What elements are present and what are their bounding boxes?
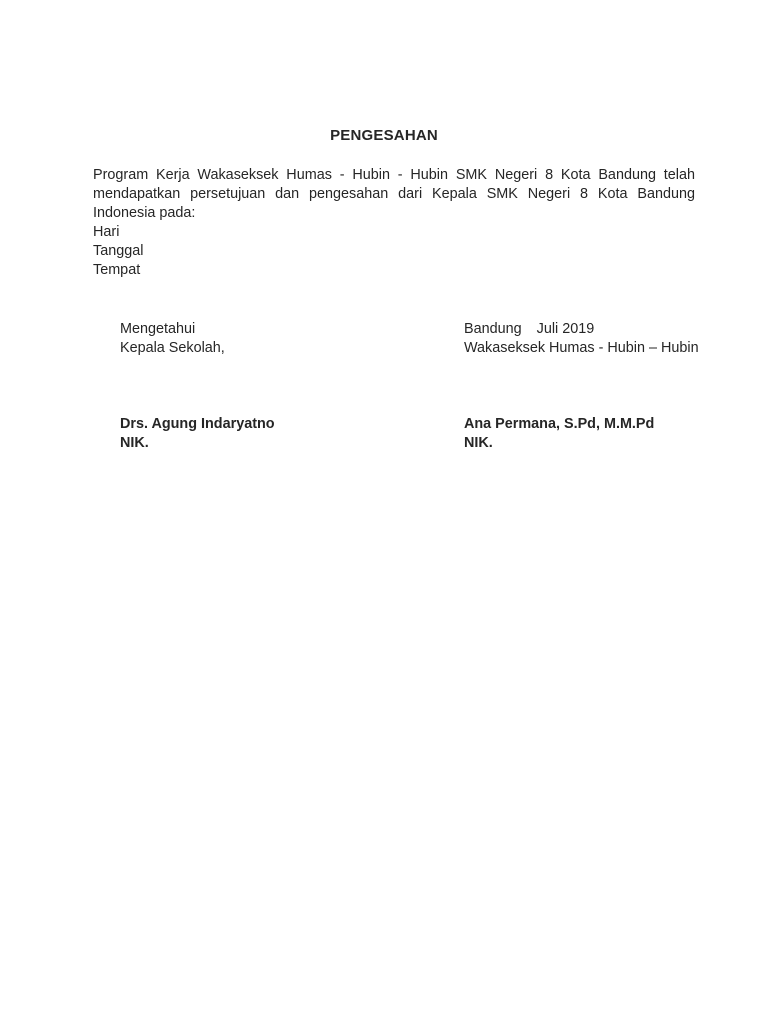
right-signature-heading [464,320,699,358]
document-body [93,166,695,280]
principal-role: Kepala Sekolah, [120,340,225,356]
vice-principal-role: Wakaseksek Humas - Hubin – Hubin [464,340,699,356]
acknowledge-label: Mengetahui [120,321,196,337]
field-tempat: Tempat [93,262,141,278]
field-tanggal: Tanggal [93,243,144,259]
left-signature-name-block [120,415,275,453]
principal-name: Drs. Agung Indaryatno [120,416,275,432]
principal-nik: NIK. [120,435,149,451]
page-title: PENGESAHAN [330,127,438,144]
place-label: Bandung [464,321,522,337]
vice-principal-name: Ana Permana, S.Pd, M.M.Pd [464,416,655,432]
date-label: Juli 2019 [536,321,595,337]
right-signature-name-block [464,415,654,453]
place-date-line [464,320,699,339]
left-signature-heading [120,320,225,358]
intro-paragraph: Program Kerja Wakaseksek Humas - Hubin - Hubin SMK Negeri 8 Kota Bandung telah mendapatkan persetujuan dan pengesahan dari Kepala SMK Negeri 8 Kota Bandung Indonesia pada: [93,167,695,221]
vice-principal-nik: NIK. [464,435,493,451]
field-hari: Hari [93,224,120,240]
